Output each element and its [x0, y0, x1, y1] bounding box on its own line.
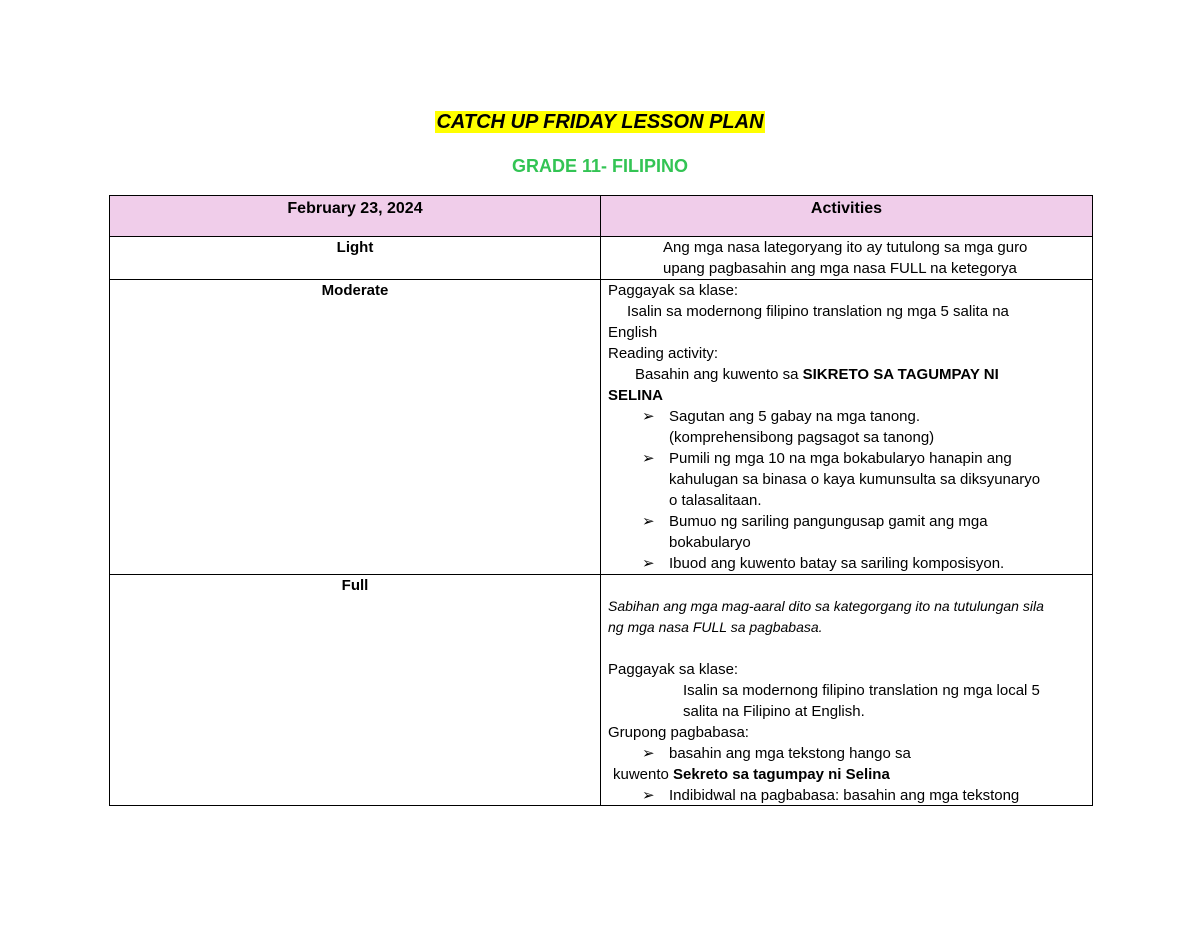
bullet-text: o talasalitaan.: [669, 492, 762, 509]
arrow-bullet-icon: ➢: [642, 513, 655, 530]
light-line-2: upang pagbasahin ang mga nasa FULL na ketegorya: [663, 260, 1017, 277]
bullet-text: basahin ang mga tekstong hango sa: [669, 745, 911, 762]
arrow-bullet-icon: ➢: [642, 408, 655, 425]
moderate-line-4: Reading activity:: [608, 345, 719, 362]
full-activities: [601, 575, 1093, 806]
list-item: [608, 406, 1084, 448]
full-line-5-text: kuwento: [613, 766, 674, 783]
bullet-text: kahulugan sa binasa o kaya kumunsulta sa diksyunaryo: [669, 471, 1041, 488]
moderate-line-3: English: [608, 324, 658, 341]
arrow-bullet-icon: ➢: [642, 787, 655, 804]
full-line-3: salita na Filipino at English.: [683, 703, 865, 720]
bullet-text: (komprehensibong pagsagot sa tanong): [669, 429, 935, 446]
full-note-line-2: ng mga nasa FULL sa pagbabasa.: [608, 619, 823, 635]
table-row-moderate: [110, 280, 1093, 575]
list-item: [608, 511, 1084, 553]
bullet-text: Bumuo ng sariling pangungusap gamit ang mga: [669, 513, 988, 530]
light-activities: [601, 237, 1093, 280]
arrow-bullet-icon: ➢: [642, 745, 655, 762]
moderate-story-title-end: SELINA: [608, 387, 664, 404]
bullet-text: Ibuod ang kuwento batay sa sariling komposisyon.: [669, 555, 1005, 572]
page-subtitle: GRADE 11- FILIPINO: [511, 156, 689, 176]
light-line-1: Ang mga nasa lategoryang ito ay tutulong sa mga guro: [663, 239, 1028, 256]
bullet-text: Pumili ng mga 10 na mga bokabularyo hanapin ang: [669, 450, 1012, 467]
list-item: [608, 553, 1084, 574]
category-light: Light: [110, 237, 601, 280]
bullet-text: Indibidwal na pagbabasa: basahin ang mga tekstong: [669, 787, 1020, 804]
table-row-full: [110, 575, 1093, 806]
moderate-line-2: Isalin sa modernong filipino translation ng mga 5 salita na: [627, 303, 1009, 320]
activities-header: Activities: [601, 196, 1093, 237]
list-item: [608, 743, 1084, 764]
table-header-row: [110, 196, 1093, 237]
lesson-plan-table: [109, 195, 1093, 806]
category-full: Full: [110, 575, 601, 806]
list-item: [608, 448, 1084, 511]
arrow-bullet-icon: ➢: [642, 450, 655, 467]
list-item: [608, 785, 1084, 805]
date-header: February 23, 2024: [110, 196, 601, 237]
full-story-title: Sekreto sa tagumpay ni Selina: [673, 766, 890, 783]
moderate-line-5-text: Basahin ang kuwento sa: [635, 366, 803, 383]
full-line-4: Grupong pagbabasa:: [608, 724, 749, 741]
full-line-5: [608, 764, 1084, 785]
full-line-1: Paggayak sa klase:: [608, 661, 739, 678]
moderate-line-5: [608, 364, 1084, 385]
page-title: [0, 110, 1200, 134]
moderate-activities: [601, 280, 1093, 575]
moderate-line-1: Paggayak sa klase:: [608, 282, 739, 299]
category-moderate: Moderate: [110, 280, 601, 575]
full-line-2: Isalin sa modernong filipino translation ng mga local 5: [683, 682, 1040, 699]
bullet-text: bokabularyo: [669, 534, 751, 551]
moderate-story-title: SIKRETO SA TAGUMPAY NI: [802, 366, 999, 383]
bullet-text: Sagutan ang 5 gabay na mga tanong.: [669, 408, 921, 425]
full-note-line-1: Sabihan ang mga mag-aaral dito sa kategorgang ito na tutulungan sila: [608, 598, 1044, 614]
page-title-text: CATCH UP FRIDAY LESSON PLAN: [436, 111, 764, 133]
table-row-light: [110, 237, 1093, 280]
arrow-bullet-icon: ➢: [642, 555, 655, 572]
